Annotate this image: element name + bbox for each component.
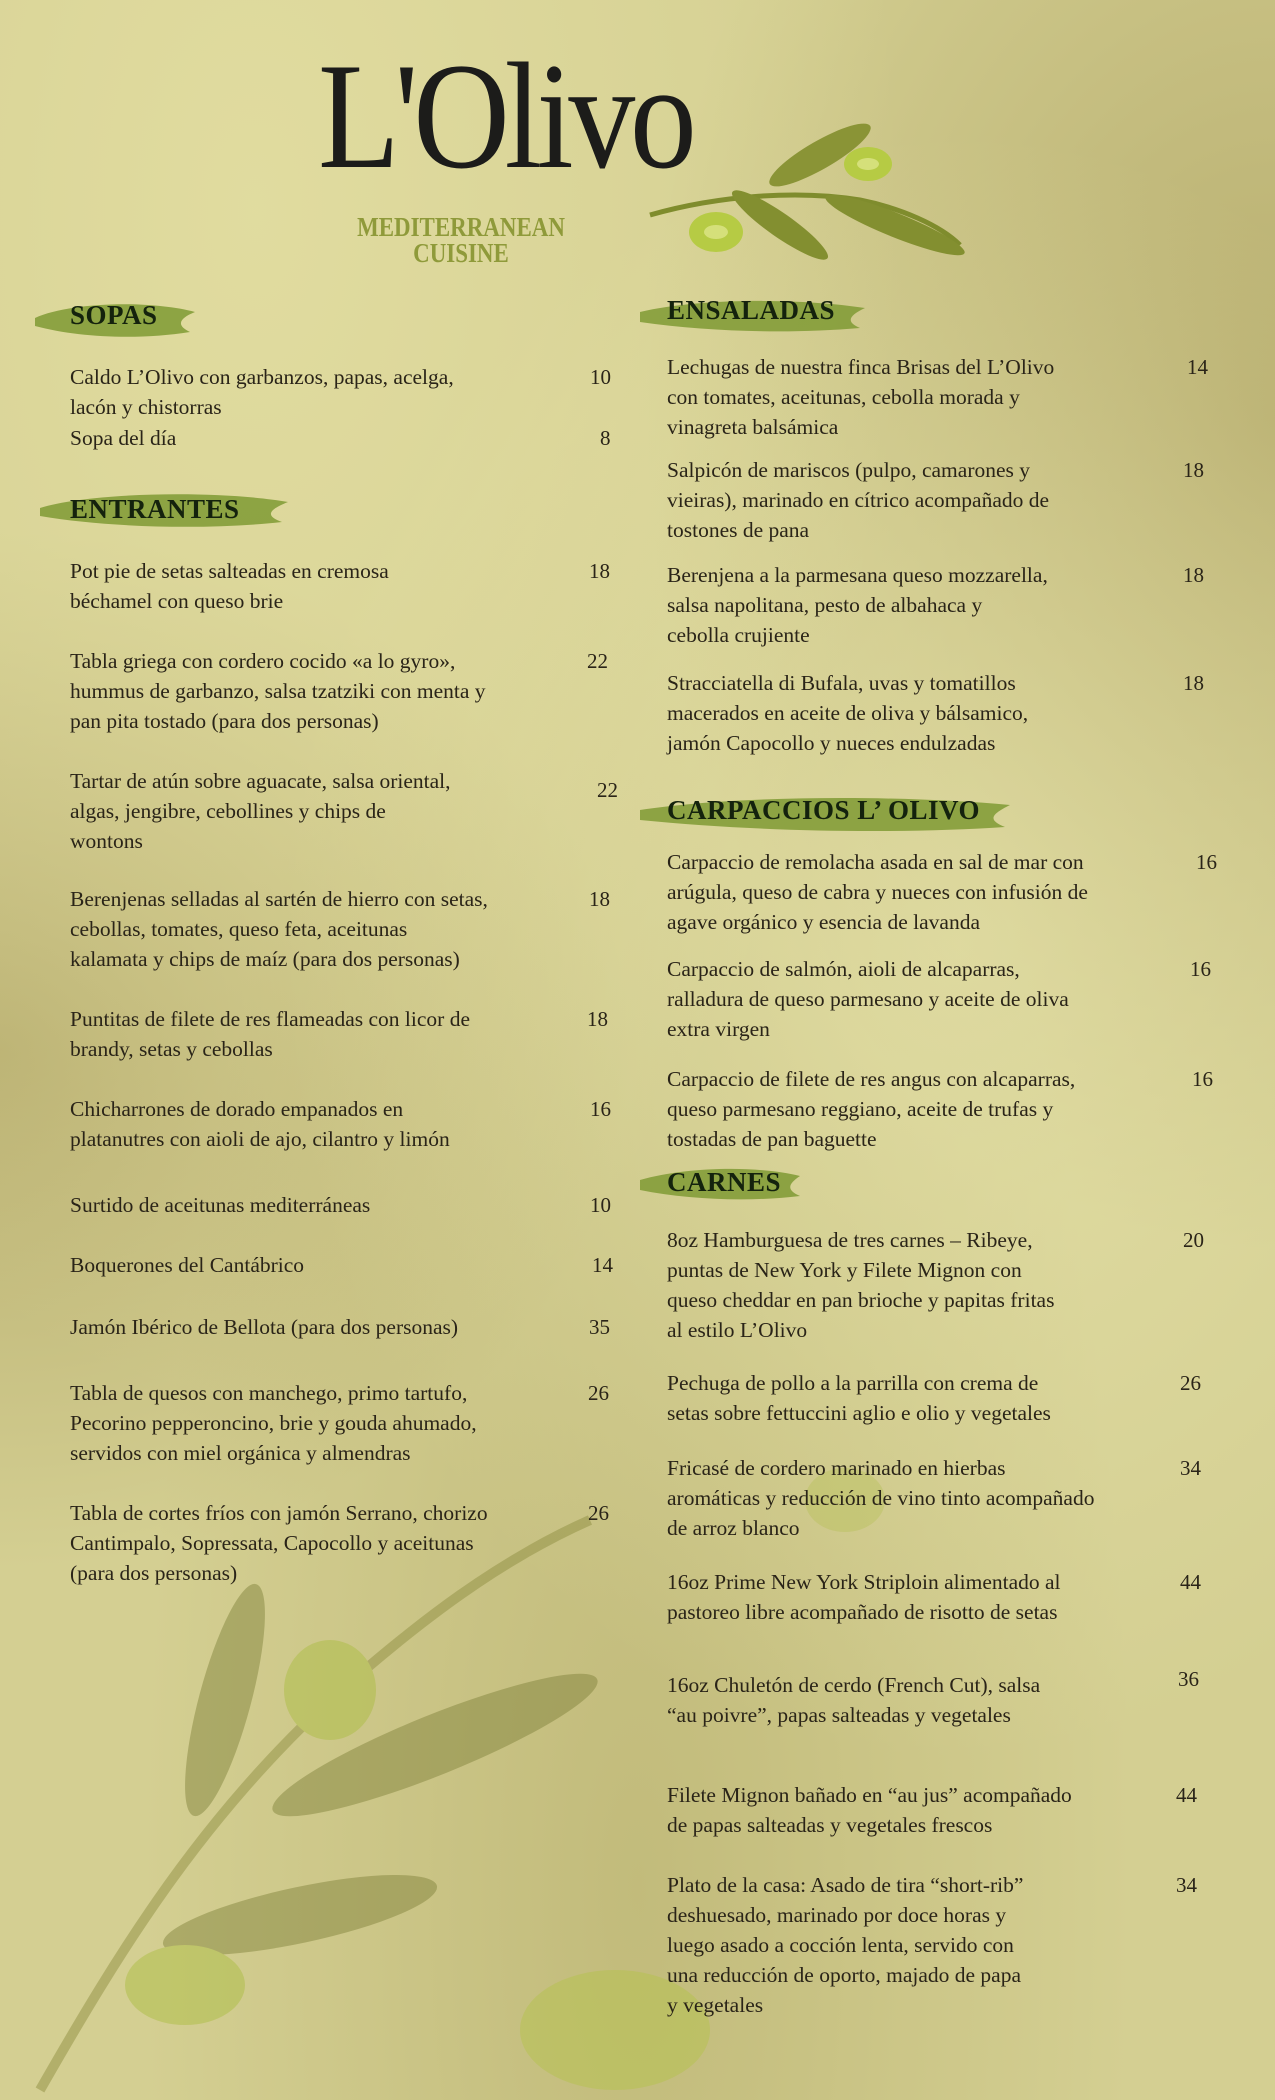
menu-item — [667, 1780, 1167, 1840]
menu-item-description: 16oz Prime New York Striploin alimentado al pastoreo libre acompañado de risotto de setas — [667, 1570, 1061, 1624]
menu-item-price: 22 — [597, 778, 618, 802]
menu-item — [70, 423, 590, 453]
section-title-carpaccios: CARPACCIOS L’ OLIVO — [667, 795, 980, 825]
menu-item-description: Jamón Ibérico de Bellota (para dos personas) — [70, 1315, 459, 1339]
menu-item-price: 35 — [589, 1315, 610, 1339]
menu-item — [70, 556, 590, 616]
menu-item — [70, 884, 600, 974]
menu-item-price: 18 — [587, 1007, 608, 1031]
menu-item-price: 16 — [590, 1097, 611, 1121]
section-title-carnes: CARNES — [667, 1167, 782, 1197]
menu-item-price: 18 — [589, 559, 610, 583]
menu-item-description: Caldo L’Olivo con garbanzos, papas, acelga, lacón y chistorras — [70, 365, 454, 419]
menu-item-description: Fricasé de cordero marinado en hierbas aromáticas y reducción de vino tinto acompañado de arroz blanco — [667, 1456, 1095, 1540]
menu-item — [667, 1567, 1167, 1627]
menu-item — [70, 646, 600, 736]
menu-item-description: Plato de la casa: Asado de tira “short-rib” deshuesado, marinado por doce horas y luego asado a cocción lenta, servido con una reducción de oporto, majado de papa y vegetales — [667, 1873, 1024, 2017]
menu-item — [70, 1004, 590, 1064]
menu-item-price: 10 — [590, 1193, 611, 1217]
menu-item — [70, 766, 590, 856]
menu-item — [70, 1312, 590, 1342]
menu-item — [70, 1250, 590, 1280]
menu-item — [70, 362, 590, 422]
menu-item-description: Pechuga de pollo a la parrilla con crema de setas sobre fettuccini aglio e olio y vegetales — [667, 1371, 1051, 1425]
menu-item-price: 16 — [1196, 850, 1217, 874]
menu-item — [667, 954, 1167, 1044]
logo-wordmark: L'Olivo — [318, 32, 692, 200]
logo-subtitle-line2: CUISINE — [413, 238, 509, 268]
menu-item — [667, 1870, 1167, 2020]
section-title-entrantes: ENTRANTES — [70, 494, 240, 524]
menu-item — [667, 847, 1187, 937]
section-title-sopas: SOPAS — [70, 300, 158, 330]
menu-item-price: 16 — [1192, 1067, 1213, 1091]
menu-item — [667, 1064, 1167, 1154]
logo-subtitle-line1: MEDITERRANEAN — [357, 212, 565, 242]
menu-item — [70, 1378, 590, 1468]
menu-item — [70, 1190, 590, 1220]
menu-item-description: Carpaccio de filete de res angus con alcaparras, queso parmesano reggiano, aceite de trufas y tostadas de pan baguette — [667, 1067, 1076, 1151]
menu-item-price: 18 — [1183, 671, 1204, 695]
menu-item-price: 14 — [592, 1253, 613, 1277]
menu-item-price: 16 — [1190, 957, 1211, 981]
menu-item-price: 18 — [1183, 458, 1204, 482]
menu-item-price: 26 — [1180, 1371, 1201, 1395]
menu-item — [70, 1094, 590, 1154]
menu-item — [667, 352, 1167, 442]
menu-item-price: 44 — [1176, 1783, 1197, 1807]
menu-item-description: Berenjenas selladas al sartén de hierro con setas, cebollas, tomates, queso feta, aceitunas kalamata y chips de maíz (para dos personas) — [70, 887, 488, 971]
logo-olive-branch-icon — [650, 114, 969, 268]
menu-item-description: Sopa del día — [70, 426, 177, 450]
menu-item-description: 8oz Hamburguesa de tres carnes – Ribeye, puntas de New York y Filete Mignon con queso cheddar en pan brioche y papitas fritas al estilo L’Olivo — [667, 1228, 1055, 1342]
menu-item-description: Tabla griega con cordero cocido «a lo gyro», hummus de garbanzo, salsa tzatziki con menta y pan pita tostado (para dos personas) — [70, 649, 486, 733]
menu-item-description: Tartar de atún sobre aguacate, salsa oriental, algas, jengibre, cebollines y chips de wontons — [70, 769, 451, 853]
menu-item-price: 26 — [588, 1501, 609, 1525]
menu-item-price: 20 — [1183, 1228, 1204, 1252]
menu-item-description: Chicharrones de dorado empanados en platanutres con aioli de ajo, cilantro y limón — [70, 1097, 450, 1151]
menu-item-description: Carpaccio de remolacha asada en sal de mar con arúgula, queso de cabra y nueces con infusión de agave orgánico y esencia de lavanda — [667, 850, 1088, 934]
menu-item-description: Puntitas de filete de res flameadas con licor de brandy, setas y cebollas — [70, 1007, 470, 1061]
menu-item-price: 44 — [1180, 1570, 1201, 1594]
menu-item-description: Boquerones del Cantábrico — [70, 1253, 305, 1277]
menu-item-price: 10 — [590, 365, 611, 389]
menu-item-price: 18 — [589, 887, 610, 911]
menu-item — [667, 1670, 1167, 1730]
menu-item-price: 34 — [1180, 1456, 1201, 1480]
menu-item — [667, 1225, 1167, 1345]
menu-item-price: 36 — [1178, 1667, 1199, 1691]
menu-item-description: 16oz Chuletón de cerdo (French Cut), salsa “au poivre”, papas salteadas y vegetales — [667, 1673, 1041, 1727]
menu-item-price: 34 — [1176, 1873, 1197, 1897]
menu-item — [667, 668, 1167, 758]
menu-item-description: Berenjena a la parmesana queso mozzarella, salsa napolitana, pesto de albahaca y cebolla crujiente — [667, 563, 1048, 647]
menu-item-description: Surtido de aceitunas mediterráneas — [70, 1193, 371, 1217]
menu-item-description: Pot pie de setas salteadas en cremosa béchamel con queso brie — [70, 559, 389, 613]
menu-item — [667, 560, 1167, 650]
menu-item-description: Tabla de quesos con manchego, primo tartufo, Pecorino pepperoncino, brie y gouda ahumado, servidos con miel orgánica y almendras — [70, 1381, 477, 1465]
section-title-ensaladas: ENSALADAS — [667, 295, 836, 325]
menu-item-price: 8 — [600, 426, 611, 450]
menu-item-description: Filete Mignon bañado en “au jus” acompañado de papas salteadas y vegetales frescos — [667, 1783, 1072, 1837]
menu-item-price: 14 — [1187, 355, 1208, 379]
menu-item — [667, 1453, 1187, 1543]
menu-item-price: 26 — [588, 1381, 609, 1405]
menu-item-description: Stracciatella di Bufala, uvas y tomatillos macerados en aceite de oliva y bálsamico, jamón Capocollo y nueces endulzadas — [667, 671, 1029, 755]
menu-item-price: 22 — [587, 649, 608, 673]
menu-item-price: 18 — [1183, 563, 1204, 587]
menu-item-description: Lechugas de nuestra finca Brisas del L’Olivo con tomates, aceitunas, cebolla morada y vinagreta balsámica — [667, 355, 1055, 439]
menu-item-description: Carpaccio de salmón, aioli de alcaparras, ralladura de queso parmesano y aceite de oliva extra virgen — [667, 957, 1069, 1041]
menu-item-description: Salpicón de mariscos (pulpo, camarones y vieiras), marinado en cítrico acompañado de tostones de pana — [667, 458, 1050, 542]
menu-item-description: Tabla de cortes fríos con jamón Serrano, chorizo Cantimpalo, Sopressata, Capocollo y aceitunas (para dos personas) — [70, 1501, 488, 1585]
menu-item — [667, 1368, 1167, 1428]
menu-item — [70, 1498, 600, 1588]
menu-item — [667, 455, 1167, 545]
